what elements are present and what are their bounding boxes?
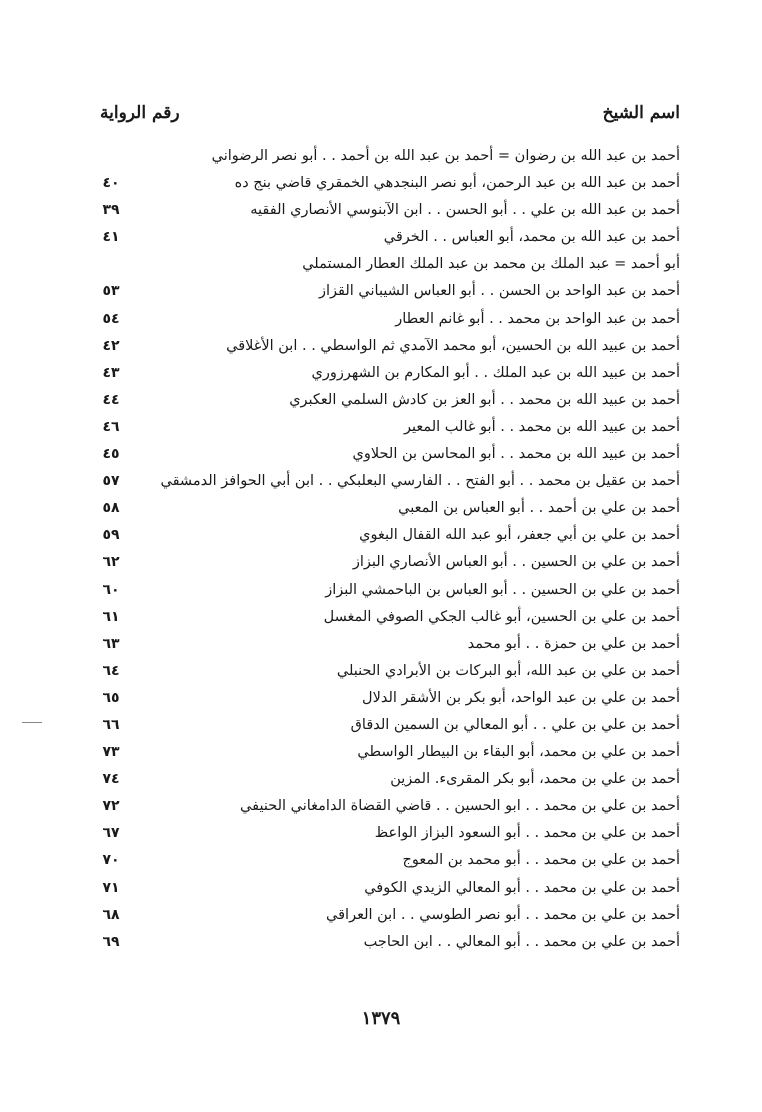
list-item <box>100 766 680 793</box>
sheikh-name: أحمد بن علي بن أحمد . . أبو العباس بن المعبي <box>398 500 680 517</box>
list-item <box>100 170 680 197</box>
narration-number: ٦٧ <box>102 825 120 842</box>
list-item <box>100 224 680 251</box>
list-item <box>100 712 680 739</box>
sheikh-name-heading: اسم الشيخ <box>602 103 680 123</box>
sheikh-name: أحمد بن علي بن محمد . . أبو نصر الطوسي . . ابن العراقي <box>326 906 680 923</box>
sheikh-name: أحمد بن عبد الواحد بن محمد . . أبو غانم العطار <box>395 310 680 327</box>
sheikh-name: أحمد بن عقيل بن محمد . . أبو الفتح . . الفارسي البعلبكي . . ابن أبي الحوافز الدمشقي <box>160 473 680 490</box>
sheikh-name: أحمد بن عبيد الله بن محمد . . أبو العز بن كادش السلمي العكبري <box>289 391 680 408</box>
sheikh-name: أحمد بن علي بن محمد . . أبو المعالي الزيدي الكوفي <box>364 879 680 896</box>
narration-number: ٧١ <box>102 879 120 896</box>
sheikh-name: أحمد بن علي بن محمد . . ابو الحسين . . قاضي القضاة الدامغاني الحنيفي <box>240 798 680 815</box>
list-item <box>100 929 680 956</box>
narration-number: ٥٤ <box>102 310 120 327</box>
sheikh-list <box>100 143 680 956</box>
sheikh-name: أحمد بن عبد الله بن محمد، أبو العباس . . الخرقي <box>383 229 680 246</box>
narration-number: ٣٩ <box>102 202 120 219</box>
sheikh-name: أحمد بن علي بن محمد . . أبو المعالي . . ابن الحاجب <box>363 933 680 950</box>
narration-number: ٦٥ <box>102 689 120 706</box>
list-item <box>100 604 680 631</box>
narration-number: ٧٠ <box>102 852 120 869</box>
list-item <box>100 360 680 387</box>
sheikh-name: أحمد بن علي بن الحسين . . أبو العباس الأنصاري البزاز <box>352 554 680 571</box>
narration-number: ٦٢ <box>102 554 120 571</box>
narration-number: ٦٩ <box>102 933 120 950</box>
narration-number-heading: رقم الرواية <box>100 103 180 123</box>
page-number: ١٣٧٩ <box>361 1008 401 1029</box>
sheikh-name: أحمد بن علي بن عبد الله، أبو البركات بن الأبرادي الحنبلي <box>336 662 680 679</box>
sheikh-name: أحمد بن عبيد الله بن عبد الملك . . أبو المكارم بن الشهرزوري <box>311 364 680 381</box>
narration-number: ٥٣ <box>102 283 120 300</box>
narration-number: ٤٥ <box>102 446 120 463</box>
list-item <box>100 387 680 414</box>
list-item <box>100 495 680 522</box>
list-item <box>100 251 680 278</box>
narration-number: ٧٤ <box>102 771 120 788</box>
sheikh-name: أحمد بن عبد الواحد بن الحسن . . أبو العباس الشيباني القزاز <box>319 283 680 300</box>
sheikh-name: أحمد بن عبيد الله بن محمد . . أبو غالب المعير <box>403 418 680 435</box>
sheikh-name: أحمد بن عبيد الله بن محمد . . أبو المحاسن بن الحلاوي <box>352 446 680 463</box>
list-item <box>100 306 680 333</box>
narration-number: ٤٤ <box>102 391 120 408</box>
narration-number: ٥٨ <box>102 500 120 517</box>
list-item <box>100 875 680 902</box>
narration-number: ٤٣ <box>102 364 120 381</box>
list-item <box>100 197 680 224</box>
list-item <box>100 522 680 549</box>
narration-number: ٥٧ <box>102 473 120 490</box>
narration-number: ٦٣ <box>102 635 120 652</box>
list-item <box>100 793 680 820</box>
sheikh-name: أحمد بن علي بن حمزة . . أبو محمد <box>467 635 680 652</box>
narration-number: ٥٩ <box>102 527 120 544</box>
sheikh-name: أحمد بن عبد الله بن عبد الرحمن، أبو نصر البنجدهي الخمقري قاضي بنج ده <box>234 175 680 192</box>
narration-number: ٦٠ <box>102 581 120 598</box>
sheikh-name: أحمد بن علي بن محمد . . أبو محمد بن المعوج <box>402 852 680 869</box>
narration-number: ٧٣ <box>102 744 120 761</box>
sheikh-name: أبو أحمد = عبد الملك بن محمد بن عبد الملك العطار المستملي <box>302 256 680 273</box>
narration-number: ٦١ <box>102 608 120 625</box>
list-item <box>100 549 680 576</box>
sheikh-name: أحمد بن علي بن الحسين، أبو غالب الجكي الصوفي المغسل <box>323 608 680 625</box>
narration-number: ٤٠ <box>102 175 120 192</box>
narration-number: ٤١ <box>102 229 120 246</box>
sheikh-name: أحمد بن علي بن الحسين . . أبو العباس بن الباحمشي البزاز <box>325 581 680 598</box>
list-item <box>100 577 680 604</box>
sheikh-name: أحمد بن علي بن محمد، أبو بكر المقرىء. المزين <box>390 771 680 788</box>
list-item <box>100 739 680 766</box>
list-item <box>100 468 680 495</box>
sheikh-name: أحمد بن علي بن محمد . . أبو السعود البزاز الواعظ <box>374 825 680 842</box>
column-header <box>100 98 680 128</box>
narration-number: ٦٤ <box>102 662 120 679</box>
narration-number: ٧٢ <box>102 798 120 815</box>
sheikh-name: أحمد بن عبيد الله بن الحسين، أبو محمد الآمدي ثم الواسطي . . ابن الأغلاقي <box>226 337 680 354</box>
list-item <box>100 414 680 441</box>
list-item <box>100 441 680 468</box>
list-item <box>100 143 680 170</box>
sheikh-name: أحمد بن عبد الله بن علي . . أبو الحسن . . ابن الآبنوسي الأنصاري الفقيه <box>250 202 680 219</box>
narration-number: ٦٨ <box>102 906 120 923</box>
list-item <box>100 333 680 360</box>
list-item <box>100 847 680 874</box>
list-item <box>100 658 680 685</box>
sheikh-name: أحمد بن علي بن عبد الواحد، أبو بكر بن الأشقر الدلال <box>362 689 680 706</box>
narration-number: ٤٦ <box>102 418 120 435</box>
sheikh-name: أحمد بن عبد الله بن رضوان = أحمد بن عبد الله بن أحمد . . أبو نصر الرضواني <box>211 148 680 164</box>
list-item <box>100 820 680 847</box>
list-item <box>100 631 680 658</box>
list-item <box>100 278 680 305</box>
sheikh-name: أحمد بن علي بن محمد، أبو البقاء بن البيطار الواسطي <box>357 744 680 761</box>
margin-mark <box>22 722 42 723</box>
narration-number: ٦٦ <box>102 716 120 733</box>
list-item <box>100 902 680 929</box>
narration-number: ٤٢ <box>102 337 120 354</box>
sheikh-name: أحمد بن علي بن أبي جعفر، أبو عبد الله القفال البغوي <box>359 527 680 544</box>
list-item <box>100 685 680 712</box>
sheikh-name: أحمد بن علي بن علي . . أبو المعالي بن السمين الدقاق <box>350 716 680 733</box>
